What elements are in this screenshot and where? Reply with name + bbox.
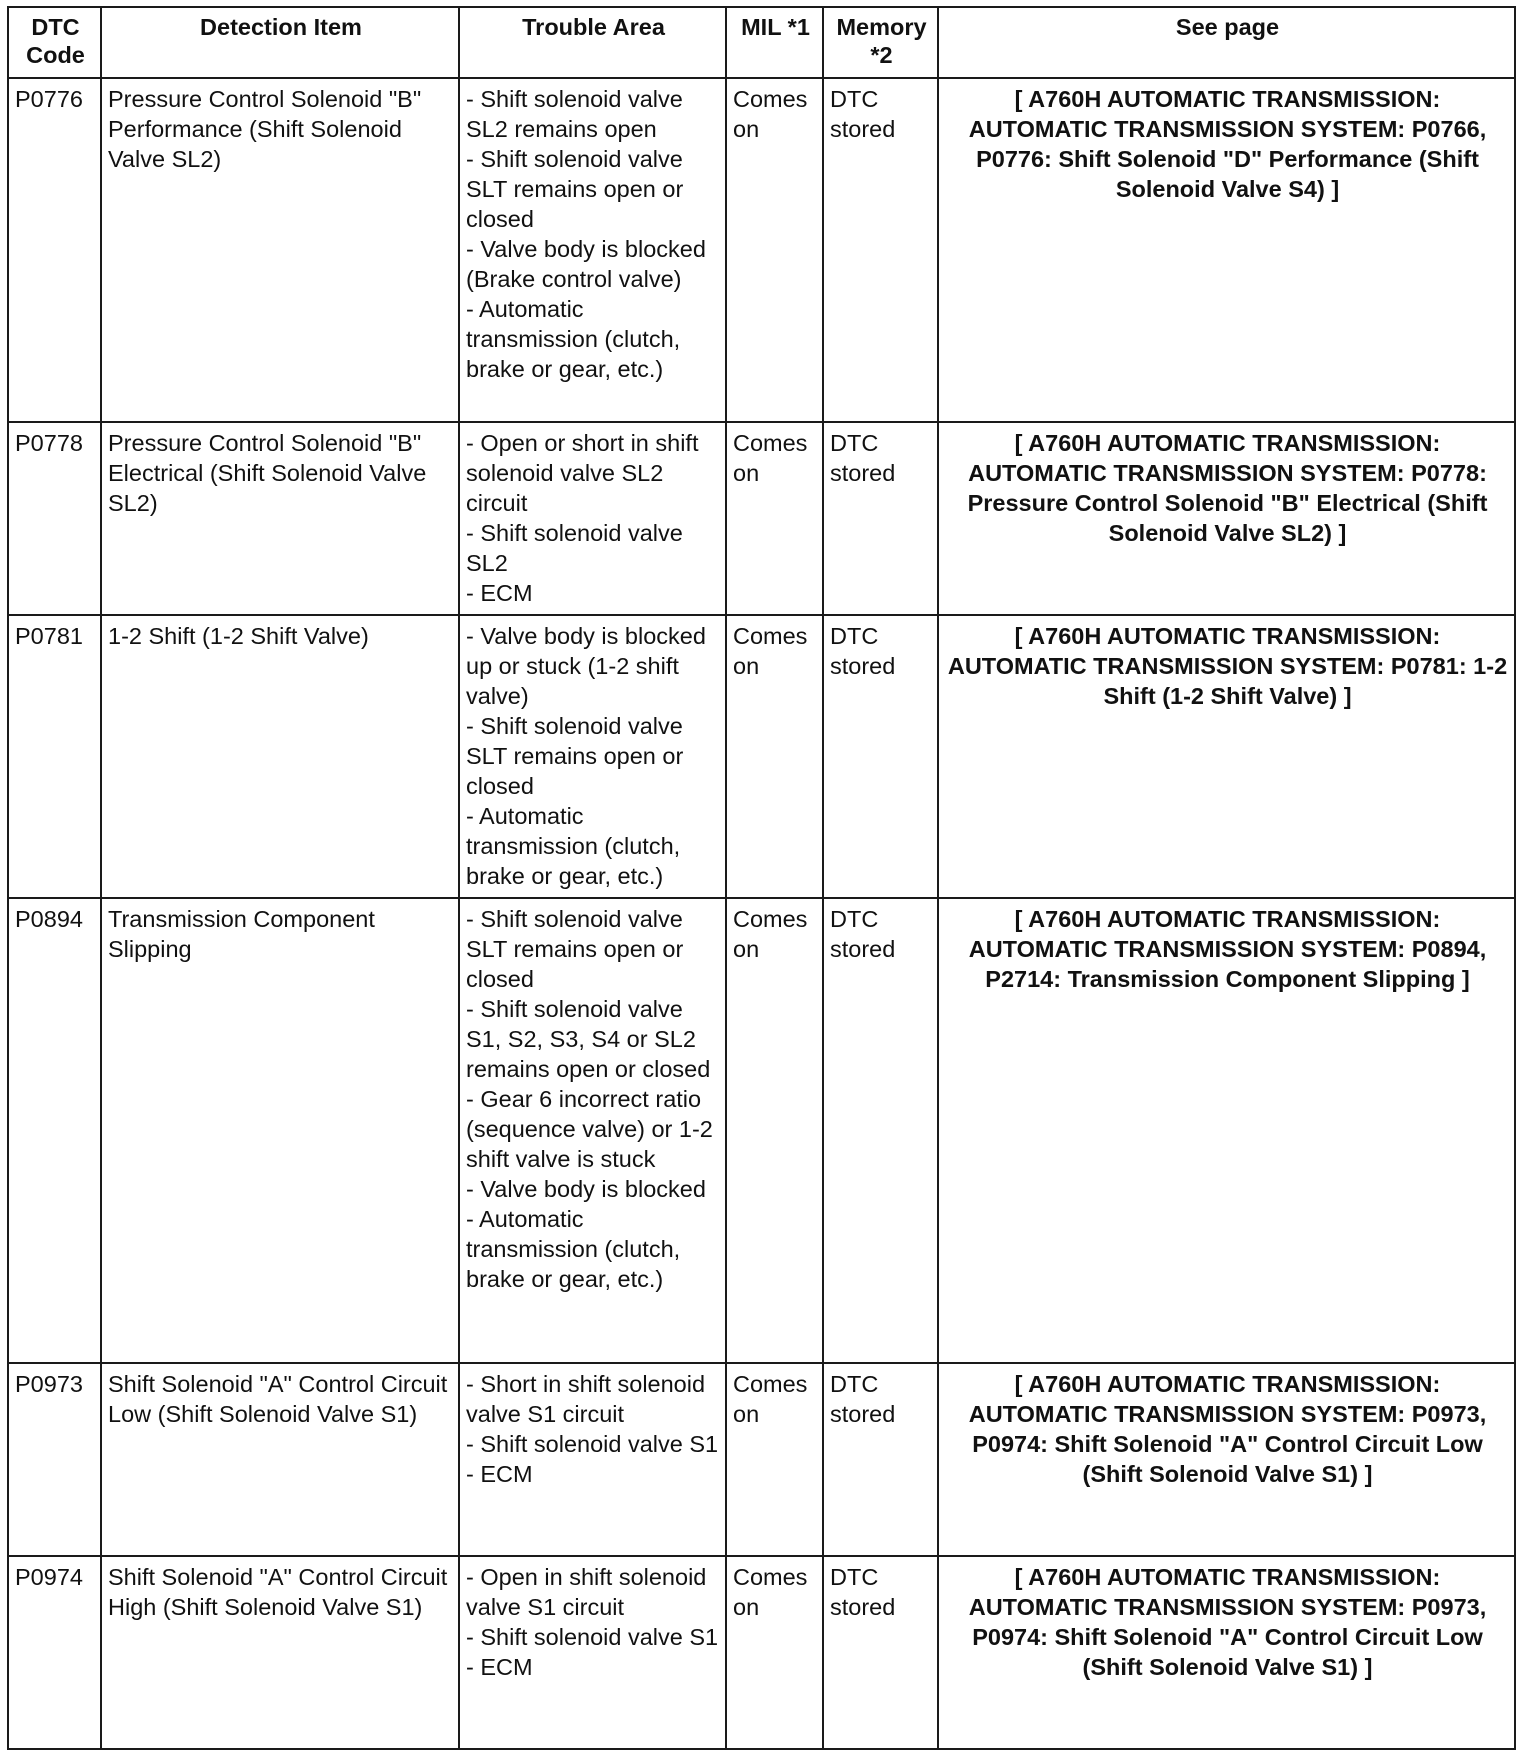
memory-cell: DTC stored (823, 422, 938, 615)
dtc-table (7, 6, 1516, 1750)
trouble-area-item: - ECM (466, 1654, 533, 1680)
trouble-area-cell (459, 615, 726, 898)
memory-cell: DTC stored (823, 1556, 938, 1749)
table-row (8, 898, 1515, 1363)
trouble-area-item: - Shift solenoid valve SL2 (466, 520, 683, 576)
memory-cell: DTC stored (823, 898, 938, 1363)
table-row (8, 615, 1515, 898)
trouble-area-item: - Shift solenoid valve SLT remains open or closed (466, 713, 684, 799)
trouble-area-item: - Automatic transmission (clutch, brake or gear, etc.) (466, 803, 681, 889)
trouble-area-item: - Shift solenoid valve S1 (466, 1624, 719, 1650)
dtc-code-cell: P0974 (8, 1556, 101, 1749)
mil-cell: Comes on (726, 422, 823, 615)
detection-item-cell: Transmission Component Slipping (101, 898, 459, 1363)
trouble-area-item: - Open or short in shift solenoid valve SL2 circuit (466, 430, 699, 516)
detection-item-cell: Shift Solenoid "A" Control Circuit High (Shift Solenoid Valve S1) (101, 1556, 459, 1749)
trouble-area-item: - ECM (466, 580, 533, 606)
trouble-area-item: - ECM (466, 1461, 533, 1487)
dtc-code-cell: P0894 (8, 898, 101, 1363)
see-page-link[interactable]: [ A760H AUTOMATIC TRANSMISSION: AUTOMATIC TRANSMISSION SYSTEM: P0973, P0974: Shift Solenoid "A" Control Circuit Low (Shift Solenoid Valve S1) ] (938, 1556, 1515, 1749)
trouble-area-item: - Shift solenoid valve SLT remains open or closed (466, 146, 684, 232)
trouble-area-item: - Shift solenoid valve SLT remains open or closed (466, 906, 684, 992)
see-page-link[interactable]: [ A760H AUTOMATIC TRANSMISSION: AUTOMATIC TRANSMISSION SYSTEM: P0973, P0974: Shift Solenoid "A" Control Circuit Low (Shift Solenoid Valve S1) ] (938, 1363, 1515, 1556)
dtc-code-cell: P0776 (8, 78, 101, 422)
trouble-area-item: - Short in shift solenoid valve S1 circuit (466, 1371, 706, 1427)
header-row (8, 7, 1515, 78)
memory-cell: DTC stored (823, 78, 938, 422)
trouble-area-item: - Open in shift solenoid valve S1 circuit (466, 1564, 707, 1620)
trouble-area-cell (459, 898, 726, 1363)
trouble-area-item: - Shift solenoid valve S1, S2, S3, S4 or SL2 remains open or closed (466, 996, 711, 1082)
table-row (8, 1556, 1515, 1749)
header-mil: MIL *1 (726, 7, 823, 78)
header-trouble-area: Trouble Area (459, 7, 726, 78)
trouble-area-item: - Automatic transmission (clutch, brake or gear, etc.) (466, 296, 681, 382)
trouble-area-item: - Shift solenoid valve S1 (466, 1431, 719, 1457)
trouble-area-item: - Valve body is blocked (466, 1176, 706, 1202)
dtc-code-cell: P0778 (8, 422, 101, 615)
see-page-link[interactable]: [ A760H AUTOMATIC TRANSMISSION: AUTOMATIC TRANSMISSION SYSTEM: P0894, P2714: Transmission Component Slipping ] (938, 898, 1515, 1363)
trouble-area-item: - Valve body is blocked up or stuck (1-2 shift valve) (466, 623, 706, 709)
trouble-area-item: - Valve body is blocked (Brake control valve) (466, 236, 706, 292)
table-row (8, 78, 1515, 422)
trouble-area-cell (459, 1363, 726, 1556)
see-page-link[interactable]: [ A760H AUTOMATIC TRANSMISSION: AUTOMATIC TRANSMISSION SYSTEM: P0778: Pressure Control Solenoid "B" Electrical (Shift Solenoid Valve SL2) ] (938, 422, 1515, 615)
header-memory: Memory *2 (823, 7, 938, 78)
trouble-area-item: - Shift solenoid valve SL2 remains open (466, 86, 683, 142)
trouble-area-item: - Automatic transmission (clutch, brake or gear, etc.) (466, 1206, 681, 1292)
trouble-area-cell (459, 422, 726, 615)
table-row (8, 1363, 1515, 1556)
mil-cell: Comes on (726, 1556, 823, 1749)
detection-item-cell: Pressure Control Solenoid "B" Electrical (Shift Solenoid Valve SL2) (101, 422, 459, 615)
see-page-link[interactable]: [ A760H AUTOMATIC TRANSMISSION: AUTOMATIC TRANSMISSION SYSTEM: P0766, P0776: Shift Solenoid "D" Performance (Shift Solenoid Valve S4) ] (938, 78, 1515, 422)
see-page-link[interactable]: [ A760H AUTOMATIC TRANSMISSION: AUTOMATIC TRANSMISSION SYSTEM: P0781: 1-2 Shift (1-2 Shift Valve) ] (938, 615, 1515, 898)
detection-item-cell: 1-2 Shift (1-2 Shift Valve) (101, 615, 459, 898)
mil-cell: Comes on (726, 898, 823, 1363)
trouble-area-cell (459, 78, 726, 422)
dtc-code-cell: P0973 (8, 1363, 101, 1556)
mil-cell: Comes on (726, 615, 823, 898)
table-row (8, 422, 1515, 615)
memory-cell: DTC stored (823, 615, 938, 898)
detection-item-cell: Pressure Control Solenoid "B" Performance (Shift Solenoid Valve SL2) (101, 78, 459, 422)
trouble-area-item: - Gear 6 incorrect ratio (sequence valve) or 1-2 shift valve is stuck (466, 1086, 713, 1172)
header-detection-item: Detection Item (101, 7, 459, 78)
detection-item-cell: Shift Solenoid "A" Control Circuit Low (Shift Solenoid Valve S1) (101, 1363, 459, 1556)
dtc-code-cell: P0781 (8, 615, 101, 898)
trouble-area-cell (459, 1556, 726, 1749)
mil-cell: Comes on (726, 78, 823, 422)
header-dtc-code: DTC Code (8, 7, 101, 78)
memory-cell: DTC stored (823, 1363, 938, 1556)
mil-cell: Comes on (726, 1363, 823, 1556)
header-see-page: See page (938, 7, 1515, 78)
